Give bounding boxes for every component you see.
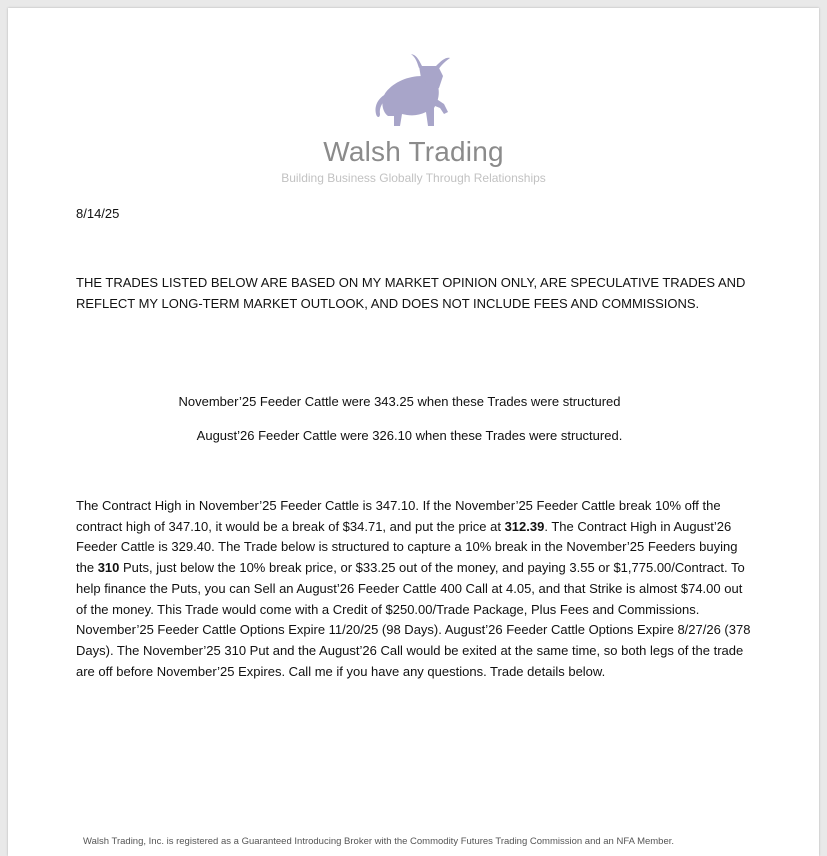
trade-description [76,496,751,682]
price-line-august: August’26 Feeder Cattle were 326.10 when these Trades were structured. [196,428,623,443]
trade-text-part: Puts, just below the 10% break price, or $33.25 out of the money, and paying 3.55 or $1,775.00/Contract. To help finance the Puts, you can Sell an August’26 Feeder Cattle 400 Call at 4.05, and that Strike is almost $74.00 out of the money. This Trade would come with a Credit of $250.00/Trade Package, Plus Fees and Commissions. November’25 Feeder Cattle Options Expire 11/20/25 (98 Days). August’26 Feeder Cattle Options Expire 8/27/26 (378 Days). The November’25 310 Put and the August’26 Call would be exited at the same time, so both legs of the trade are off before November’25 Expires. Call me if you have any questions. Trade details below. [76,560,751,679]
company-logo [8,52,819,132]
trade-text-part: . The Contract High in August’26 Feeder Cattle is 329.40. The Trade below is structured to capture a 10% break in the November’25 Feeders buying the [76,518,738,576]
disclaimer-text: THE TRADES LISTED BELOW ARE BASED ON MY MARKET OPINION ONLY, ARE SPECULATIVE TRADES AND REFLECT MY LONG-TERM MARKET OUTLOOK, AND DOES NOT INCLUDE FEES AND COMMISSIONS. [76,275,746,311]
break-price-bold: 312.39 [504,518,545,534]
document-date: 8/14/25 [76,206,120,221]
brand-tagline: Building Business Globally Through Relationships [281,171,546,185]
regulatory-footer: Walsh Trading, Inc. is registered as a Guaranteed Introducing Broker with the Commodity Futures Trading Commission and an NFA Member. [83,836,675,847]
brand-name: Walsh Trading [323,136,504,167]
strike-bold: 310 [97,560,120,576]
trade-text-part: The Contract High in November’25 Feeder Cattle is 347.10. If the November’25 Feeder Cattle break 10% off the contract high of 347.10, it would be a break of $34.71, and put the price at [76,498,721,534]
document-page [8,8,819,856]
price-line-november: November’25 Feeder Cattle were 343.25 when these Trades were structured [178,394,621,409]
bull-icon [364,52,464,132]
